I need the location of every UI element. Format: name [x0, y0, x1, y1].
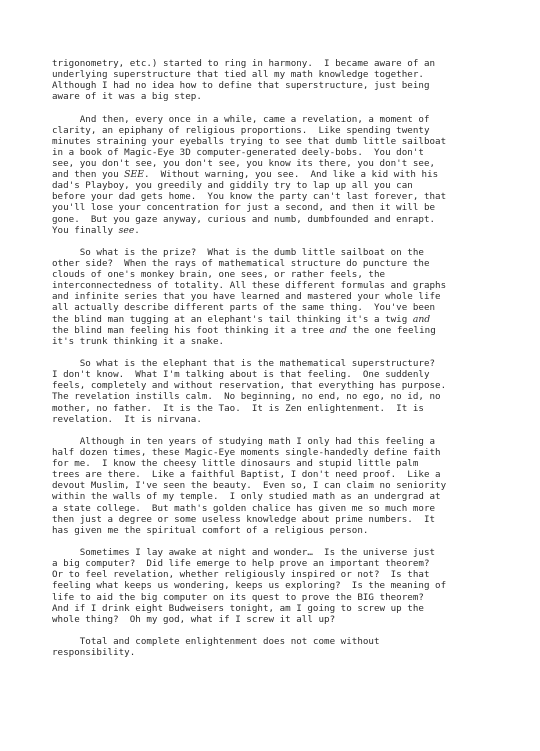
emphasis-text: see [118, 224, 135, 236]
text-line: within the walls of my temple. I only studied math as an undergrad at [52, 491, 441, 503]
text-line: So what is the elephant that is the mathematical superstructure? [52, 358, 436, 370]
text-line: other side? When the rays of mathematical structure do puncture the [52, 258, 430, 270]
text-line: feeling what keeps us wondering, keeps us exploring? Is the meaning of [52, 580, 447, 592]
paragraph [52, 247, 502, 347]
text-line: Although I had no idea how to define that superstructure, just being [52, 80, 430, 92]
text-line: you'll lose your concentration for just a second, and then it will be [52, 202, 436, 214]
paragraph [52, 114, 502, 236]
text-line: interconnectedness of totality. All these different formulas and graphs [52, 280, 447, 292]
text-line: see, you don't see, you don't see, you know its there, you don't see, [52, 158, 436, 170]
emphasis-text: and [412, 313, 431, 325]
text-line [52, 169, 502, 180]
text-line: trees are there. Like a faithful Baptist, I don't need proof. Like a [52, 469, 441, 481]
text-line: I don't know. What I'm talking about is that feeling. One suddenly [52, 369, 430, 381]
text-segment: . [134, 224, 140, 236]
emphasis-text: and [329, 324, 347, 336]
text-line: Although in ten years of studying math I only had this feeling a [52, 436, 436, 447]
text-line: underlying superstructure that tied all my math knowledge together. [52, 69, 424, 81]
text-line: has given me the spiritual comfort of a religious person. [52, 524, 369, 536]
text-line: feels, completely and without reservation, that everything has purpose. [52, 380, 447, 392]
text-segment: . Without warning, you see. And like a kid with his [143, 169, 439, 181]
text-line: Sometimes I lay awake at night and wonder… Is the universe just [52, 547, 436, 559]
text-line: So what is the prize? What is the dumb little sailboat on the [52, 247, 424, 258]
paragraph [52, 636, 502, 658]
text-line: life to aid the big computer on its quest to prove the BIG theorem? [52, 591, 424, 603]
text-line: before your dad gets home. You know the party can't last forever, that [52, 191, 447, 203]
text-line: minutes straining your eyeballs trying to see that dumb little sailboat [52, 135, 447, 147]
text-line: in a book of Magic-Eye 3D computer-generated deely-bobs. You don't [52, 146, 424, 158]
text-line: devout Muslim, I've seen the beauty. Even so, I can claim no seniority [52, 480, 447, 492]
text-segment: and then you [52, 169, 125, 181]
text-line: whole thing? Oh my god, what if I screw it all up? [52, 613, 336, 625]
text-line: a state college. But math's golden chalice has given me so much more [52, 502, 436, 514]
text-line: responsibility. [52, 647, 136, 659]
paragraph [52, 436, 502, 536]
text-segment: You finally [52, 224, 119, 236]
paragraph [52, 547, 502, 625]
text-line: Or to feel revelation, whether religiously inspired or not? Is that [52, 569, 430, 581]
text-line [52, 325, 502, 336]
paragraph [52, 58, 502, 102]
text-line: And if I drink eight Budweisers tonight, am I going to screw up the [52, 602, 424, 614]
text-line: And then, every once in a while, came a revelation, a moment of [52, 113, 430, 125]
text-line: gone. But you gaze anyway, curious and numb, dumbfounded and enrapt. [52, 213, 436, 225]
text-segment: the blind man feeling his foot thinking it a tree [52, 324, 330, 336]
text-line: mother, no father. It is the Tao. It is Zen enlightenment. It is [52, 402, 424, 414]
text-line: then just a degree or some useless knowledge about prime numbers. It [52, 513, 436, 525]
text-line: a big computer? Did life emerge to help prove an important theorem? [52, 558, 430, 570]
text-line: clarity, an epiphany of religious proportions. Like spending twenty [52, 124, 430, 136]
text-segment: the blind man tugging at an elephant's tail thinking it's a twig [52, 313, 413, 325]
text-line: Total and complete enlightenment does not come without [52, 636, 380, 648]
text-line: aware of it was a big step. [52, 91, 202, 103]
text-line: clouds of one's monkey brain, one sees, or rather feels, the [52, 269, 386, 281]
text-line: half dozen times, these Magic-Eye moments single-handedly define faith [52, 447, 441, 459]
text-line: dad's Playboy, you greedily and giddily try to lap up all you can [52, 180, 413, 192]
text-line [52, 314, 502, 325]
text-line: revelation. It is nirvana. [52, 413, 202, 425]
emphasis-text: SEE [124, 169, 144, 181]
text-segment: the one feeling [346, 324, 436, 336]
text-line: and infinite series that you have learned and mastered your whole life [52, 291, 441, 303]
text-line: The revelation instills calm. No beginning, no end, no ego, no id, no [52, 391, 441, 403]
text-line: all actually describe different parts of the same thing. You've been [52, 302, 436, 314]
text-line: trigonometry, etc.) started to ring in harmony. I became aware of an [52, 58, 436, 69]
text-line: it's trunk thinking it a snake. [52, 335, 225, 347]
document-body-text [52, 58, 502, 670]
text-line: for me. I know the cheesy little dinosaurs and stupid little palm [52, 458, 419, 470]
text-line [52, 225, 502, 236]
paragraph [52, 358, 502, 425]
